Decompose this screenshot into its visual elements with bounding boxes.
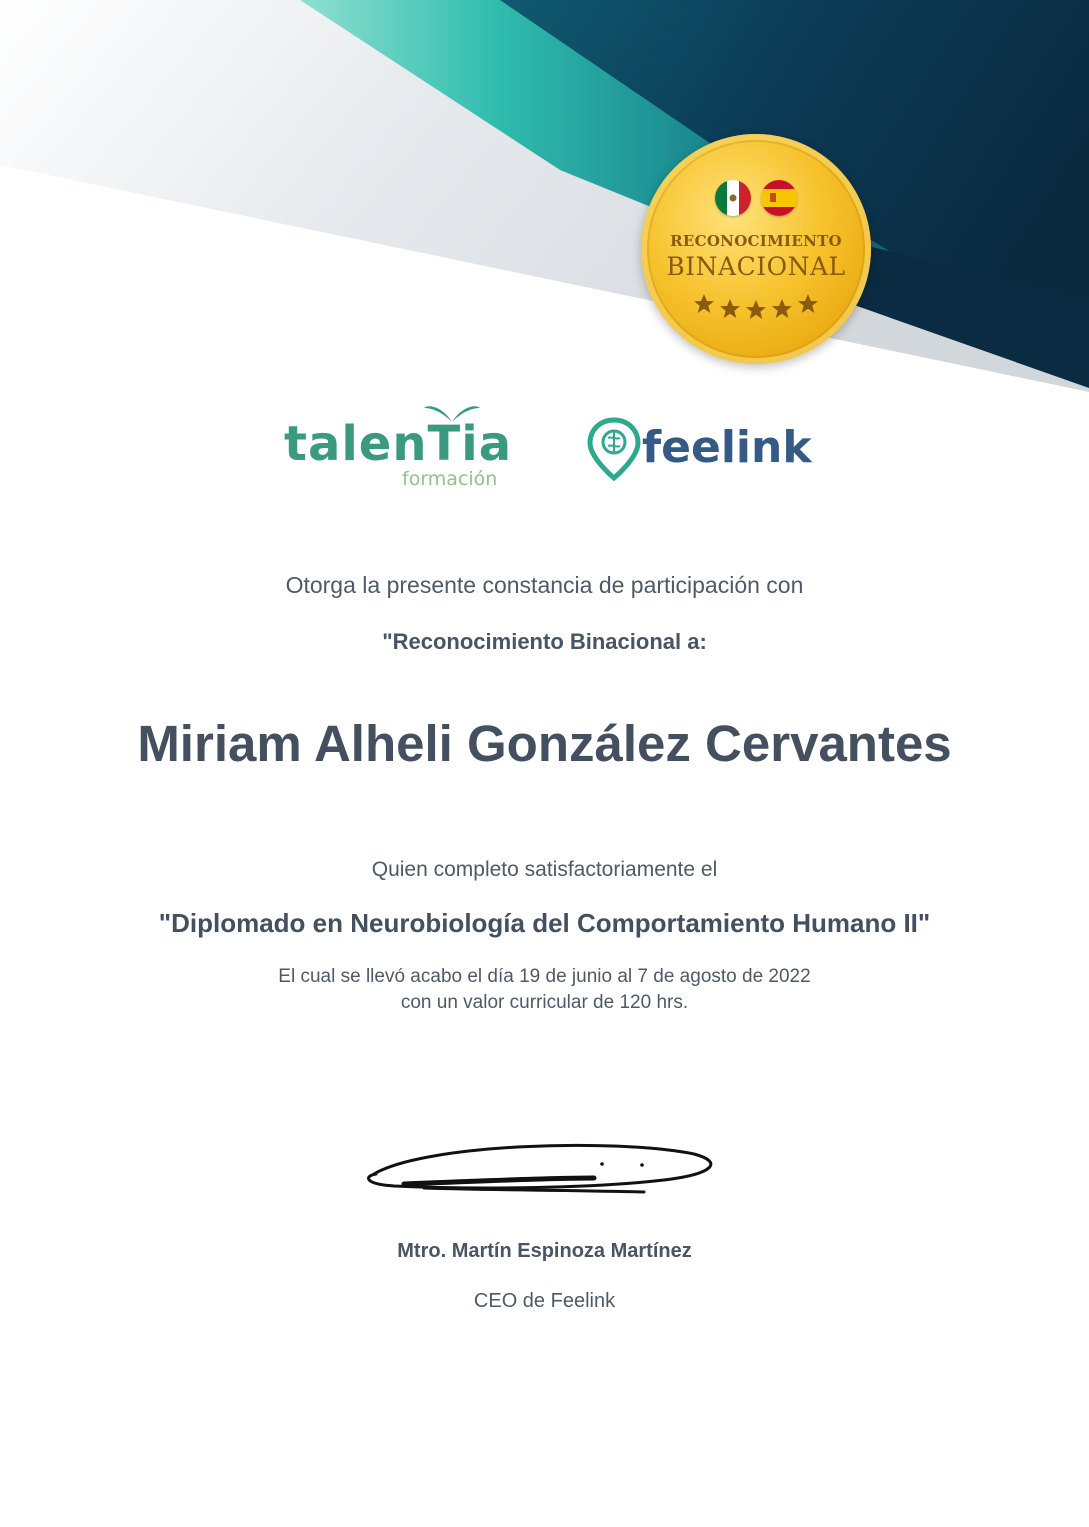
talentia-wordmark: talenTia	[284, 416, 513, 472]
talentia-logo	[284, 402, 519, 494]
star-icon	[720, 299, 740, 318]
course-credits: con un valor curricular de 120 hrs.	[400, 992, 689, 1013]
completion-text: Quien completo satisfactoriamente el	[371, 858, 718, 881]
star-icon	[798, 294, 818, 313]
course-title: "Diplomado en Neurobiología del Comportamiento Humano II"	[158, 908, 931, 938]
location-pin-icon	[586, 416, 642, 482]
spain-flag-icon	[761, 180, 797, 216]
seal-stars	[691, 292, 821, 322]
mexico-flag-icon	[715, 180, 751, 216]
recipient-name: Miriam Alheli González Cervantes	[137, 715, 952, 772]
seal-title-line2: BINACIONAL	[666, 252, 846, 281]
award-title: "Reconocimiento Binacional a:	[382, 629, 707, 654]
star-icon	[746, 300, 766, 319]
talentia-subtitle: formación	[402, 468, 498, 490]
header-background-art	[0, 0, 1089, 420]
intro-text: Otorga la presente constancia de participación con	[285, 572, 804, 598]
feelink-logo	[584, 416, 812, 486]
seal-title-line1: RECONOCIMIENTO	[670, 232, 842, 250]
feelink-wordmark: feelink	[642, 422, 812, 473]
signer-name: Mtro. Martín Espinoza Martínez	[397, 1240, 692, 1262]
star-icon	[694, 294, 714, 313]
binational-recognition-seal	[641, 134, 871, 364]
signature-image	[364, 1138, 718, 1204]
signer-role: CEO de Feelink	[473, 1290, 616, 1312]
course-dates: El cual se llevó acabo el día 19 de junio al 7 de agosto de 2022	[278, 966, 811, 987]
star-icon	[772, 299, 792, 318]
